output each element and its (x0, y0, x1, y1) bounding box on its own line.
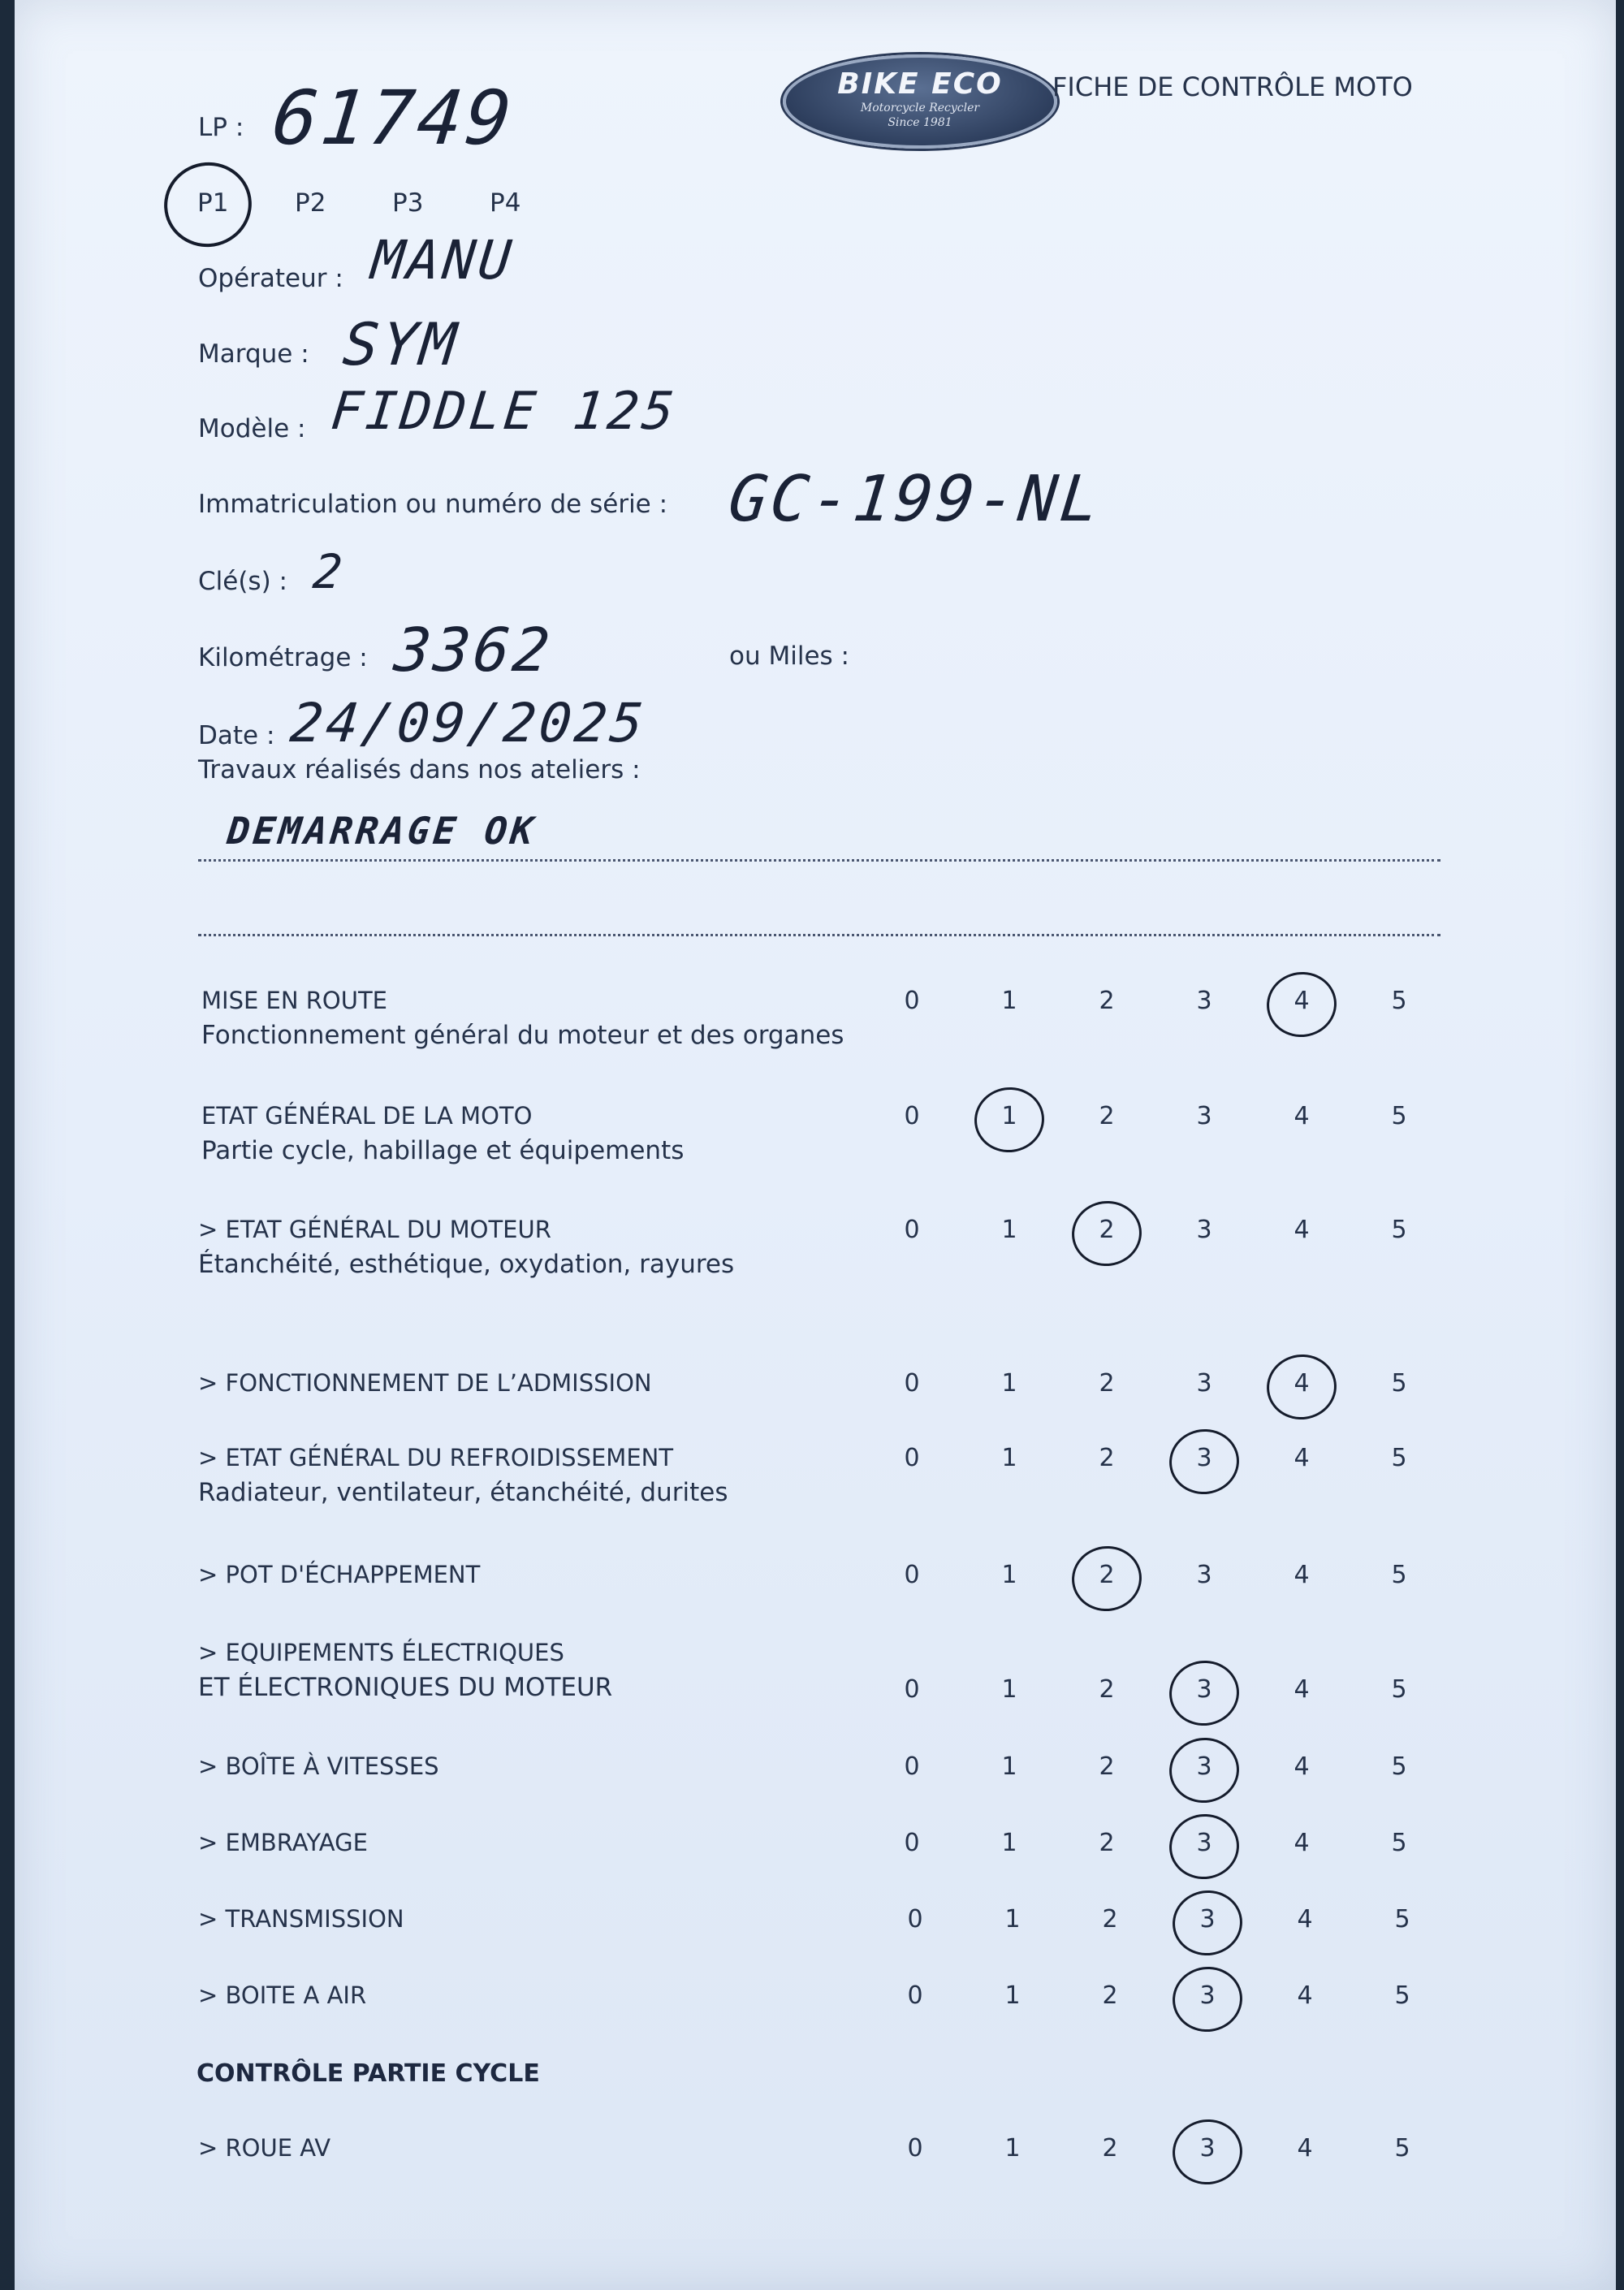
brand-label: Marque : (198, 339, 309, 369)
score-option-4[interactable]: 4 (1297, 1905, 1313, 1934)
plate-label: Immatriculation ou numéro de série : (198, 490, 668, 519)
score-option-5[interactable]: 5 (1394, 2134, 1410, 2163)
score-selected-circle (1165, 1733, 1243, 1807)
check-row (198, 1639, 612, 1702)
score-option-5[interactable]: 5 (1391, 1561, 1407, 1589)
check-row (198, 1829, 368, 1856)
score-option-0[interactable]: 0 (907, 1905, 923, 1934)
score-option-3[interactable]: 3 (1188, 1675, 1220, 1704)
lp-value: 61749 (268, 75, 519, 162)
check-row (198, 1216, 734, 1279)
check-title: > ETAT GÉNÉRAL DU REFROIDISSEMENT (198, 1444, 674, 1471)
score-option-0[interactable]: 0 (907, 1981, 923, 2010)
check-subtitle: ET ÉLECTRONIQUES DU MOTEUR (198, 1673, 613, 1702)
control-sheet (15, 0, 1616, 2290)
score-option-0[interactable]: 0 (904, 987, 920, 1015)
logo-tagline: Motorcycle Recycler (860, 102, 980, 114)
check-title: > BOITE A AIR (198, 1981, 367, 2009)
check-row (198, 1369, 652, 1397)
check-title: > EQUIPEMENTS ÉLECTRIQUES (198, 1639, 564, 1666)
score-option-3[interactable]: 3 (1196, 1561, 1212, 1589)
score-option-1[interactable]: 1 (1001, 1561, 1017, 1589)
score-option-1[interactable]: 1 (1001, 1444, 1017, 1472)
score-selected-circle (1165, 1656, 1243, 1730)
check-subtitle: Étanchéité, esthétique, oxydation, rayures (198, 1250, 735, 1279)
operator-value: MANU (368, 229, 517, 292)
score-option-1[interactable]: 1 (1004, 1981, 1021, 2010)
check-row (201, 1102, 684, 1165)
bike-eco-logo (783, 54, 1057, 149)
score-option-4[interactable]: 4 (1285, 987, 1318, 1015)
score-option-0[interactable]: 0 (904, 1829, 920, 1857)
score-selected-circle (1165, 1424, 1243, 1498)
score-option-1[interactable]: 1 (1001, 1829, 1017, 1857)
works-label: Travaux réalisés dans nos ateliers : (198, 755, 641, 784)
score-selected-circle (1165, 1809, 1243, 1883)
score-option-4[interactable]: 4 (1294, 1102, 1310, 1130)
score-option-4[interactable]: 4 (1294, 1752, 1310, 1781)
check-subtitle: Partie cycle, habillage et équipements (201, 1136, 685, 1165)
check-subtitle: Radiateur, ventilateur, étanchéité, durites (198, 1478, 728, 1507)
miles-label: ou Miles : (729, 642, 849, 671)
score-option-1[interactable]: 1 (993, 1102, 1026, 1130)
score-selected-circle (1263, 1350, 1341, 1424)
score-option-4[interactable]: 4 (1294, 1561, 1310, 1589)
score-option-2[interactable]: 2 (1102, 1905, 1118, 1934)
mileage-value: 3362 (391, 616, 556, 685)
check-title: MISE EN ROUTE (201, 987, 387, 1014)
score-option-2[interactable]: 2 (1099, 1369, 1115, 1398)
brand-value: SYM (339, 310, 463, 378)
score-option-5[interactable]: 5 (1391, 1216, 1407, 1244)
score-selected-circle (1263, 967, 1341, 1041)
score-option-3[interactable]: 3 (1188, 1752, 1220, 1781)
model-label: Modèle : (198, 414, 306, 443)
keys-label: Clé(s) : (198, 567, 287, 596)
works-line-2 (198, 934, 1440, 936)
score-option-0[interactable]: 0 (904, 1561, 920, 1589)
score-option-5[interactable]: 5 (1391, 1829, 1407, 1857)
score-selected-circle (1168, 1886, 1246, 1959)
score-option-5[interactable]: 5 (1391, 1675, 1407, 1704)
score-option-4[interactable]: 4 (1294, 1829, 1310, 1857)
score-option-0[interactable]: 0 (904, 1752, 920, 1781)
score-selected-circle (1168, 1962, 1246, 2036)
model-value: FIDDLE 125 (328, 382, 680, 442)
score-option-3[interactable]: 3 (1196, 1216, 1212, 1244)
score-option-4[interactable]: 4 (1294, 1675, 1310, 1704)
score-option-0[interactable]: 0 (904, 1102, 920, 1130)
score-option-2[interactable]: 2 (1091, 1216, 1123, 1244)
score-option-2[interactable]: 2 (1099, 987, 1115, 1015)
score-option-3[interactable]: 3 (1196, 987, 1212, 1015)
sheet-title: FICHE DE CONTRÔLE MOTO (1052, 71, 1413, 102)
check-title: > BOÎTE À VITESSES (198, 1752, 439, 1780)
score-option-3[interactable]: 3 (1188, 1829, 1220, 1857)
keys-value: 2 (310, 544, 348, 599)
score-option-3[interactable]: 3 (1191, 2134, 1224, 2163)
check-title: > EMBRAYAGE (198, 1829, 368, 1856)
score-option-0[interactable]: 0 (904, 1216, 920, 1244)
mileage-label: Kilométrage : (198, 643, 368, 672)
score-option-1[interactable]: 1 (1004, 2134, 1021, 2163)
check-row (198, 2134, 330, 2162)
date-value: 24/09/2025 (287, 692, 650, 754)
logo-since: Since 1981 (888, 116, 952, 129)
score-option-5[interactable]: 5 (1391, 1752, 1407, 1781)
p-option-4[interactable]: P4 (490, 188, 521, 218)
check-title: > ETAT GÉNÉRAL DU MOTEUR (198, 1216, 551, 1243)
plate-value: GC-199-NL (725, 463, 1106, 536)
score-option-1[interactable]: 1 (1001, 1752, 1017, 1781)
score-option-2[interactable]: 2 (1099, 1102, 1115, 1130)
score-option-1[interactable]: 1 (1004, 1905, 1021, 1934)
p-option-1[interactable]: P1 (197, 188, 229, 218)
score-option-4[interactable]: 4 (1285, 1369, 1318, 1398)
check-title: > ROUE AV (198, 2134, 331, 2162)
p-option-3[interactable]: P3 (392, 188, 424, 218)
check-title: > POT D'ÉCHAPPEMENT (198, 1561, 481, 1588)
score-option-0[interactable]: 0 (904, 1675, 920, 1704)
score-option-3[interactable]: 3 (1196, 1102, 1212, 1130)
score-option-3[interactable]: 3 (1196, 1369, 1212, 1398)
score-option-4[interactable]: 4 (1294, 1444, 1310, 1472)
score-option-4[interactable]: 4 (1297, 2134, 1313, 2163)
score-option-5[interactable]: 5 (1391, 1102, 1407, 1130)
check-row (198, 1752, 439, 1780)
date-label: Date : (198, 721, 275, 750)
score-option-1[interactable]: 1 (1001, 987, 1017, 1015)
score-option-1[interactable]: 1 (1001, 1369, 1017, 1398)
score-option-3[interactable]: 3 (1188, 1444, 1220, 1472)
works-value: DEMARRAGE OK (225, 809, 539, 853)
score-option-4[interactable]: 4 (1297, 1981, 1313, 2010)
score-option-0[interactable]: 0 (907, 2134, 923, 2163)
score-option-0[interactable]: 0 (904, 1444, 920, 1472)
score-option-5[interactable]: 5 (1394, 1981, 1410, 2010)
check-row (198, 1981, 366, 2009)
score-option-0[interactable]: 0 (904, 1369, 920, 1398)
check-row (198, 1905, 404, 1933)
score-selected-circle (970, 1082, 1048, 1156)
score-option-5[interactable]: 5 (1391, 1369, 1407, 1398)
score-option-2[interactable]: 2 (1099, 1752, 1115, 1781)
logo-brand: BIKE ECO (837, 67, 1003, 101)
score-option-2[interactable]: 2 (1091, 1561, 1123, 1589)
score-option-2[interactable]: 2 (1099, 1675, 1115, 1704)
score-option-1[interactable]: 1 (1001, 1216, 1017, 1244)
check-title: ETAT GÉNÉRAL DE LA MOTO (201, 1102, 533, 1130)
score-option-3[interactable]: 3 (1191, 1905, 1224, 1934)
check-row (201, 987, 844, 1050)
score-option-3[interactable]: 3 (1191, 1981, 1224, 2010)
operator-label: Opérateur : (198, 264, 343, 293)
score-option-2[interactable]: 2 (1102, 2134, 1118, 2163)
check-title: > TRANSMISSION (198, 1905, 404, 1933)
p-selected-circle (154, 153, 261, 257)
score-option-2[interactable]: 2 (1099, 1444, 1115, 1472)
check-subtitle: Fonctionnement général du moteur et des organes (201, 1021, 844, 1050)
score-option-2[interactable]: 2 (1099, 1829, 1115, 1857)
score-option-4[interactable]: 4 (1294, 1216, 1310, 1244)
score-selected-circle (1068, 1196, 1146, 1270)
score-option-2[interactable]: 2 (1102, 1981, 1118, 2010)
works-line-1 (198, 859, 1440, 862)
score-option-5[interactable]: 5 (1394, 1905, 1410, 1934)
check-row (198, 1561, 480, 1588)
score-option-1[interactable]: 1 (1001, 1675, 1017, 1704)
check-title: > FONCTIONNEMENT DE L’ADMISSION (198, 1369, 652, 1397)
section-cycle-title: CONTRÔLE PARTIE CYCLE (197, 2059, 540, 2088)
score-option-5[interactable]: 5 (1391, 987, 1407, 1015)
score-option-5[interactable]: 5 (1391, 1444, 1407, 1472)
p-option-2[interactable]: P2 (295, 188, 326, 218)
lp-label: LP : (198, 113, 244, 142)
check-row (198, 1444, 728, 1507)
score-selected-circle (1168, 2115, 1246, 2188)
score-selected-circle (1068, 1541, 1146, 1615)
